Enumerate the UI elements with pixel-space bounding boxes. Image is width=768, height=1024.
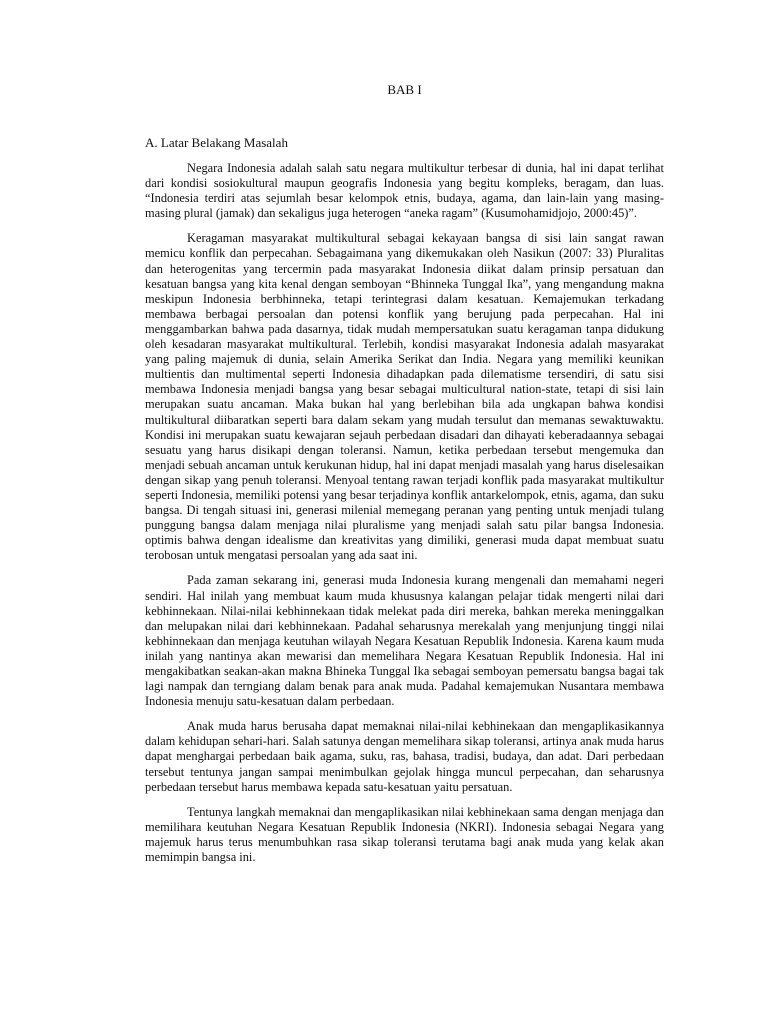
paragraph-3: Pada zaman sekarang ini, generasi muda Indonesia kurang mengenali dan memahami negeri sendiri. Hal inilah yang membuat kaum muda khususnya kalangan pelajar tidak mengerti nilai dari kebhinnekaan. Nilai-nilai kebhinnekaan tidak melekat pada diri mereka, bahkan mereka meninggalkan dan melupakan nilai dari kebhinnekaan. Padahal seharusnya merekalah yang menjunjung tinggi nilai kebhinnekaan dan menjaga keutuhan wilayah Negara Kesatuan Republik Indonesia. Karena kaum muda inilah yang nantinya akan mewarisi dan memelihara Negara Kesatuan Republik Indonesia. Hal ini mengakibatkan seakan-akan makna Bhineka Tunggal Ika sebagai semboyan pemersatu bangsa bagai tak lagi nampak dan terngiang dalam benak para anak muda. Padahal kemajemukan Nusantara membawa Indonesia menuju satu-kesatuan dalam perbedaan. [145, 573, 664, 709]
paragraph-4: Anak muda harus berusaha dapat memaknai nilai-nilai kebhinekaan dan mengaplikasikannya dalam kehidupan sehari-hari. Salah satunya dengan memelihara sikap toleransi, artinya anak muda harus dapat menghargai perbedaan baik agama, suku, ras, bahasa, tradisi, budaya, dan adat. Dari perbedaan tersebut tentunya jangan sampai menimbulkan gejolak hingga muncul perpecahan, dan seharusnya perbedaan tersebut harus membawa kepada satu-kesatuan yaitu persatuan. [145, 719, 664, 794]
paragraph-2: Keragaman masyarakat multikultural sebagai kekayaan bangsa di sisi lain sangat rawan memicu konflik dan perpecahan. Sebagaimana yang dikemukakan oleh Nasikun (2007: 33) Pluralitas dan heterogenitas yang tercermin pada masyarakat Indonesia diikat dalam prinsip persatuan dan kesatuan bangsa yang kita kenal dengan semboyan “Bhinneka Tunggal Ika”, yang mengandung makna meskipun Indonesia berbhinneka, tetapi terintegrasi dalam kesatuan. Kemajemukan terkadang membawa berbagai persoalan dan potensi konflik yang berujung pada perpecahan. Hal ini menggambarkan bahwa pada dasarnya, tidak mudah mempersatukan suatu keragaman tanpa didukung oleh kesadaran masyarakat multikultural. Terlebih, kondisi masyarakat Indonesia adalah masyarakat yang paling majemuk di dunia, selain Amerika Serikat dan India. Negara yang memiliki keunikan multientis dan multimental seperti Indonesia dihadapkan pada dilematisme tersendiri, di satu sisi membawa Indonesia menjadi bangsa yang besar sebagai multicultural nation-state, tetapi di sisi lain merupakan suatu ancaman. Maka bukan hal yang berlebihan bila ada ungkapan bahwa kondisi multikultural diibaratkan seperti bara dalam sekam yang mudah tersulut dan memanas sewaktuwaktu. Kondisi ini merupakan suatu kewajaran sejauh perbedaan disadari dan dihayati keberadaannya sebagai sesuatu yang harus disikapi dengan toleransi. Namun, ketika perbedaan tersebut mengemuka dan menjadi sebuah ancaman untuk kerukunan hidup, hal ini dapat menjadi masalah yang harus diselesaikan dengan sikap yang penuh toleransi. Menyoal tentang rawan terjadi konflik pada masyarakat multikultur seperti Indonesia, memiliki potensi yang besar terjadinya konflik antarkelompok, etnis, agama, dan suku bangsa. Di tengah situasi ini, generasi milenial memegang peranan yang penting untuk menjadi tulang punggung bangsa dalam menjaga nilai pluralisme yang menjadi salah satu pilar bangsa Indonesia. optimis bahwa dengan idealisme dan kreativitas yang dimiliki, generasi muda dapat membuat suatu terobosan untuk mengatasi persoalan yang ada saat ini. [145, 231, 664, 563]
section-heading: A. Latar Belakang Masalah [145, 135, 288, 150]
chapter-title: BAB I [387, 82, 422, 97]
paragraph-5: Tentunya langkah memaknai dan mengaplikasikan nilai kebhinekaan sama dengan menjaga dan memilihara keutuhan Negara Kesatuan Republik Indonesia (NKRI). Indonesia sebagai Negara yang majemuk harus terus menumbuhkan rasa sikap toleransi terutama bagi anak muda yang kelak akan memimpin bangsa ini. [145, 804, 664, 865]
paragraph-1: Negara Indonesia adalah salah satu negara multikultur terbesar di dunia, hal ini dapat terlihat dari kondisi sosiokultural maupun geografis Indonesia yang begitu kompleks, beragam, dan luas. “Indonesia terdiri atas sejumlah besar kelompok etnis, budaya, agama, dan lain-lain yang masing-masing plural (jamak) dan sekaligus juga heterogen “aneka ragam” (Kusumohamidjojo, 2000:45)”. [145, 161, 664, 221]
